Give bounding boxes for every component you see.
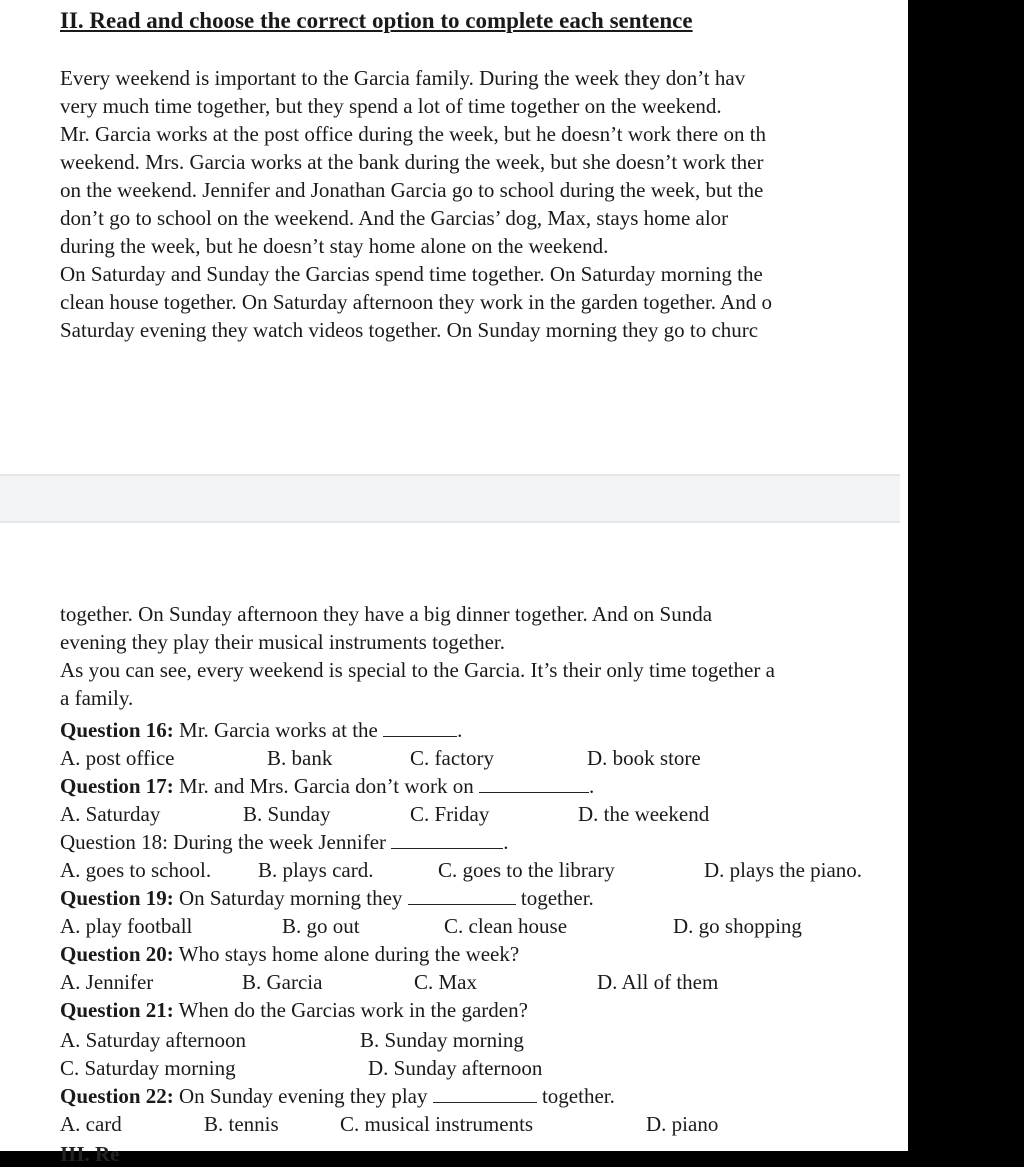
option-c[interactable]: C. clean house: [444, 914, 568, 938]
option-c[interactable]: C. goes to the library: [438, 858, 615, 882]
question-18: [60, 828, 509, 856]
option-b[interactable]: B. Garcia: [242, 970, 323, 994]
question-text: When do the Garcias work in the garden?: [173, 998, 528, 1022]
passage-part-1: [60, 64, 920, 344]
next-section-heading-cut: III. Re: [60, 1142, 120, 1166]
option-b[interactable]: B. Sunday: [243, 802, 331, 826]
question-16: [60, 716, 462, 744]
question-label: Question 21:: [60, 998, 174, 1022]
option-d[interactable]: D. the weekend: [578, 802, 710, 826]
question-label: Question 16:: [60, 718, 174, 742]
question-label: Question 18:: [60, 830, 168, 854]
option-d[interactable]: D. book store: [587, 746, 701, 770]
passage-line: Mr. Garcia works at the post office during the week, but he doesn’t work there on th: [60, 122, 767, 146]
question-label: Question 20:: [60, 942, 174, 966]
answer-blank[interactable]: [479, 772, 589, 793]
question-label: Question 17:: [60, 774, 174, 798]
question-text: Who stays home alone during the week?: [173, 942, 520, 966]
option-a[interactable]: A. Jennifer: [60, 970, 154, 994]
option-a[interactable]: A. Saturday afternoon: [60, 1028, 247, 1052]
option-c[interactable]: C. Friday: [410, 802, 490, 826]
question-text-end: .: [503, 830, 509, 854]
question-text: Mr. Garcia works at the: [173, 718, 384, 742]
option-d[interactable]: D. piano: [646, 1112, 719, 1136]
question-text: During the week Jennifer: [167, 830, 392, 854]
option-c[interactable]: C. Max: [414, 970, 477, 994]
passage-line: together. On Sunday afternoon they have a big dinner together. And on Sunda: [60, 602, 713, 626]
option-b[interactable]: B. Sunday morning: [360, 1028, 524, 1052]
option-a[interactable]: A. Saturday: [60, 802, 161, 826]
page-divider: [0, 521, 900, 523]
passage-line: during the week, but he doesn’t stay home alone on the weekend.: [60, 234, 609, 258]
option-d[interactable]: D. plays the piano.: [704, 858, 863, 882]
option-b[interactable]: B. tennis: [204, 1112, 279, 1136]
option-d[interactable]: D. go shopping: [673, 914, 802, 938]
question-19: [60, 884, 594, 912]
option-d[interactable]: D. Sunday afternoon: [368, 1056, 543, 1080]
passage-line: Saturday evening they watch videos together. On Sunday morning they go to churc: [60, 318, 759, 342]
option-c[interactable]: C. Saturday morning: [60, 1056, 236, 1080]
answer-blank[interactable]: [408, 884, 516, 905]
option-b[interactable]: B. plays card.: [258, 858, 374, 882]
option-b[interactable]: B. go out: [282, 914, 360, 938]
question-text: On Saturday morning they: [173, 886, 408, 910]
question-text-end: together.: [536, 1084, 615, 1108]
question-label: Question 22:: [60, 1084, 174, 1108]
answer-blank[interactable]: [383, 716, 457, 737]
page-gap: [0, 476, 900, 521]
option-a[interactable]: A. play football: [60, 914, 193, 938]
passage-line: a family.: [60, 686, 134, 710]
question-21: [60, 996, 528, 1024]
passage-line: evening they play their musical instruments together.: [60, 630, 505, 654]
question-text: On Sunday evening they play: [173, 1084, 433, 1108]
question-22: [60, 1082, 615, 1110]
answer-blank[interactable]: [433, 1082, 537, 1103]
passage-line: don’t go to school on the weekend. And the Garcias’ dog, Max, stays home alor: [60, 206, 729, 230]
answer-blank[interactable]: [391, 828, 503, 849]
option-a[interactable]: A. card: [60, 1112, 122, 1136]
passage-line: very much time together, but they spend a lot of time together on the weekend.: [60, 94, 722, 118]
passage-line: weekend. Mrs. Garcia works at the bank during the week, but she doesn’t work ther: [60, 150, 764, 174]
question-20: [60, 940, 519, 968]
passage-part-2: [60, 600, 920, 712]
option-a[interactable]: A. goes to school.: [60, 858, 212, 882]
section-heading: II. Read and choose the correct option to complete each sentence: [60, 8, 693, 33]
passage-line: on the weekend. Jennifer and Jonathan Garcia go to school during the week, but the: [60, 178, 764, 202]
question-label: Question 19:: [60, 886, 174, 910]
right-black-margin: [908, 0, 1024, 1151]
question-text: Mr. and Mrs. Garcia don’t work on: [173, 774, 479, 798]
passage-line: As you can see, every weekend is special to the Garcia. It’s their only time together a: [60, 658, 775, 682]
passage-line: On Saturday and Sunday the Garcias spend time together. On Saturday morning the: [60, 262, 763, 286]
question-text-end: .: [457, 718, 463, 742]
option-c[interactable]: C. factory: [410, 746, 494, 770]
option-c[interactable]: C. musical instruments: [340, 1112, 534, 1136]
question-text-end: together.: [515, 886, 594, 910]
option-a[interactable]: A. post office: [60, 746, 175, 770]
passage-line: clean house together. On Saturday afternoon they work in the garden together. And o: [60, 290, 773, 314]
question-17: [60, 772, 594, 800]
option-d[interactable]: D. All of them: [597, 970, 719, 994]
passage-line: Every weekend is important to the Garcia family. During the week they don’t hav: [60, 66, 746, 90]
option-b[interactable]: B. bank: [267, 746, 333, 770]
question-text-end: .: [589, 774, 595, 798]
